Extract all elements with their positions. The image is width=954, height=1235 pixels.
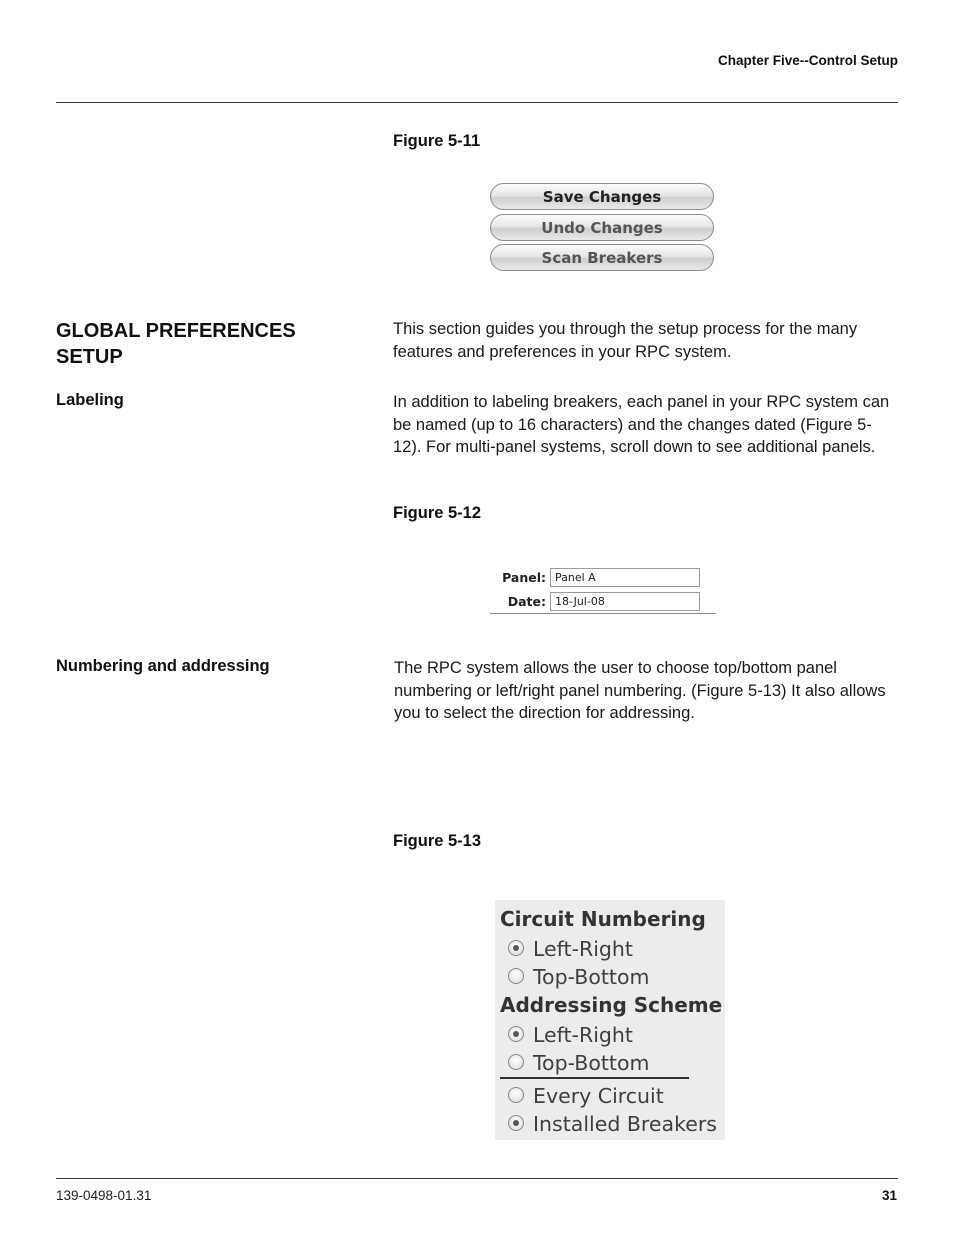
figure-5-11-caption: Figure 5-11 xyxy=(393,132,481,150)
radio-unchecked-icon[interactable] xyxy=(508,968,524,984)
radio-checked-icon[interactable] xyxy=(508,1115,524,1131)
labeling-heading: Labeling xyxy=(56,391,124,409)
header-rule xyxy=(56,102,898,103)
labeling-body: In addition to labeling breakers, each panel in your RPC system can be named (up to 16 characters) and the changes dated (Figure 5-12). For multi-panel systems, scroll down to see additional panels. xyxy=(393,393,890,456)
addressing-left-right-option[interactable] xyxy=(508,1022,723,1048)
global-preferences-heading: GLOBAL PREFERENCES SETUP xyxy=(56,320,296,368)
save-changes-button[interactable]: Save Changes xyxy=(490,183,714,210)
panel-date-input[interactable]: 18-Jul-08 xyxy=(550,592,700,611)
radio-unchecked-icon[interactable] xyxy=(508,1054,524,1070)
chapter-title: Chapter Five--Control Setup xyxy=(717,53,898,68)
figure-5-13-caption: Figure 5-13 xyxy=(393,832,482,850)
numbering-heading: Numbering and addressing xyxy=(56,657,270,675)
scan-breakers-button[interactable]: Scan Breakers xyxy=(490,244,714,271)
options-divider xyxy=(500,1077,689,1079)
panel-name-label: Panel: xyxy=(502,570,546,585)
numbering-body: The RPC system allows the user to choose top/bottom panel numbering or left/right panel numbering. (Figure 5-13) It also allows you to select the direction for addressing. xyxy=(394,659,886,722)
circuit-numbering-heading: Circuit Numbering xyxy=(500,907,706,931)
radio-label: Left-Right xyxy=(533,1023,633,1047)
global-preferences-body: This section guides you through the setup process for the many features and preferences in your RPC system. xyxy=(393,320,858,361)
installed-breakers-option[interactable] xyxy=(508,1111,723,1137)
addressing-scheme-heading: Addressing Scheme xyxy=(500,993,723,1017)
panel-name-row xyxy=(490,566,716,590)
footer-rule xyxy=(56,1178,898,1179)
form-divider xyxy=(490,613,716,614)
figure-5-12-caption: Figure 5-12 xyxy=(393,504,482,522)
every-circuit-option[interactable] xyxy=(508,1083,723,1109)
page-number: 31 xyxy=(881,1188,897,1203)
radio-label: Left-Right xyxy=(533,937,633,961)
panel-date-label: Date: xyxy=(507,594,546,609)
radio-checked-icon[interactable] xyxy=(508,940,524,956)
radio-label: Top-Bottom xyxy=(533,965,650,989)
numbering-options-panel xyxy=(495,900,725,1140)
panel-label-form xyxy=(490,566,716,616)
circuit-numbering-top-bottom-option[interactable] xyxy=(508,964,723,990)
document-number: 139-0498-01.31 xyxy=(56,1188,152,1203)
addressing-top-bottom-option[interactable] xyxy=(508,1050,723,1076)
undo-changes-button[interactable]: Undo Changes xyxy=(490,214,714,241)
radio-unchecked-icon[interactable] xyxy=(508,1087,524,1103)
panel-date-row xyxy=(490,590,716,614)
panel-name-input[interactable]: Panel A xyxy=(550,568,700,587)
radio-checked-icon[interactable] xyxy=(508,1026,524,1042)
radio-label: Installed Breakers xyxy=(533,1112,717,1136)
radio-label: Top-Bottom xyxy=(533,1051,650,1075)
circuit-numbering-left-right-option[interactable] xyxy=(508,936,723,962)
radio-label: Every Circuit xyxy=(533,1084,664,1108)
figure-5-11-button-group xyxy=(490,183,716,275)
